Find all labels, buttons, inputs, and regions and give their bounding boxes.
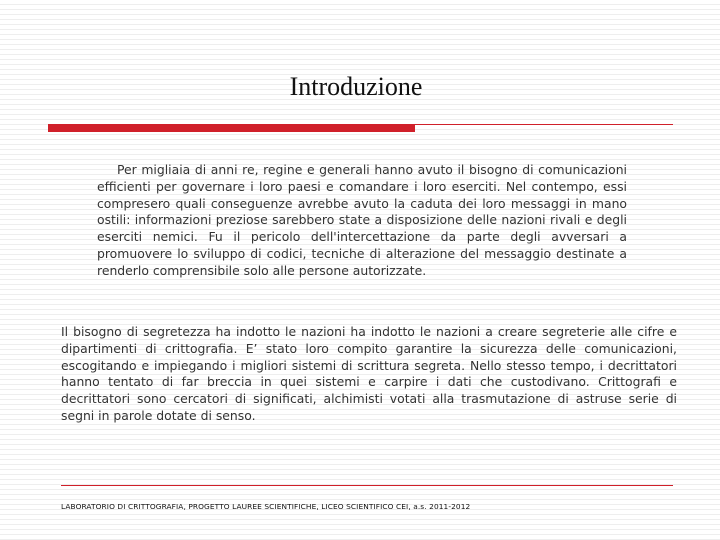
title-accent-bar bbox=[48, 124, 415, 132]
title-accent-line bbox=[415, 124, 673, 125]
main-paragraph: Il bisogno di segretezza ha indotto le nazioni ha indotto le nazioni a creare segreterie alle cifre e dipartimenti di crittografia. E’ stato loro compito garantire la sicurezza delle comunicazioni, escogitando e impiegando i migliori sistemi di scrittura segreta. Nello stesso tempo, i decrittatori hanno tentato di far breccia in quei sistemi e carpire i dati che custodivano. Crittografi e decrittatori sono cercatori di significati, alchimisti votati alla trasmutazione di astruse serie di segni in parole dotate di senso. bbox=[61, 324, 677, 423]
slide-title: Introduzione bbox=[289, 72, 423, 101]
footer-divider bbox=[61, 485, 673, 486]
footer-text: LABORATORIO DI CRITTOGRAFIA, PROGETTO LAUREE SCIENTIFICHE, LICEO SCIENTIFICO CEI, a.s. 2011-2012 bbox=[61, 502, 471, 511]
intro-paragraph: Per migliaia di anni re, regine e generali hanno avuto il bisogno di comunicazioni efficienti per governare i loro paesi e comandare i loro eserciti. Nel contempo, essi compresero quali conseguenze avrebbe avuto la caduta dei loro messaggi in mano ostili: informazioni preziose sarebbero state a disposizione delle nazioni rivali e degli eserciti nemici. Fu il pericolo dell'intercettazione da parte degli avversari a promuovere lo sviluppo di codici, tecniche di alterazione del messaggio destinate a renderlo comprensibile solo alle persone autorizzate. bbox=[97, 162, 627, 278]
